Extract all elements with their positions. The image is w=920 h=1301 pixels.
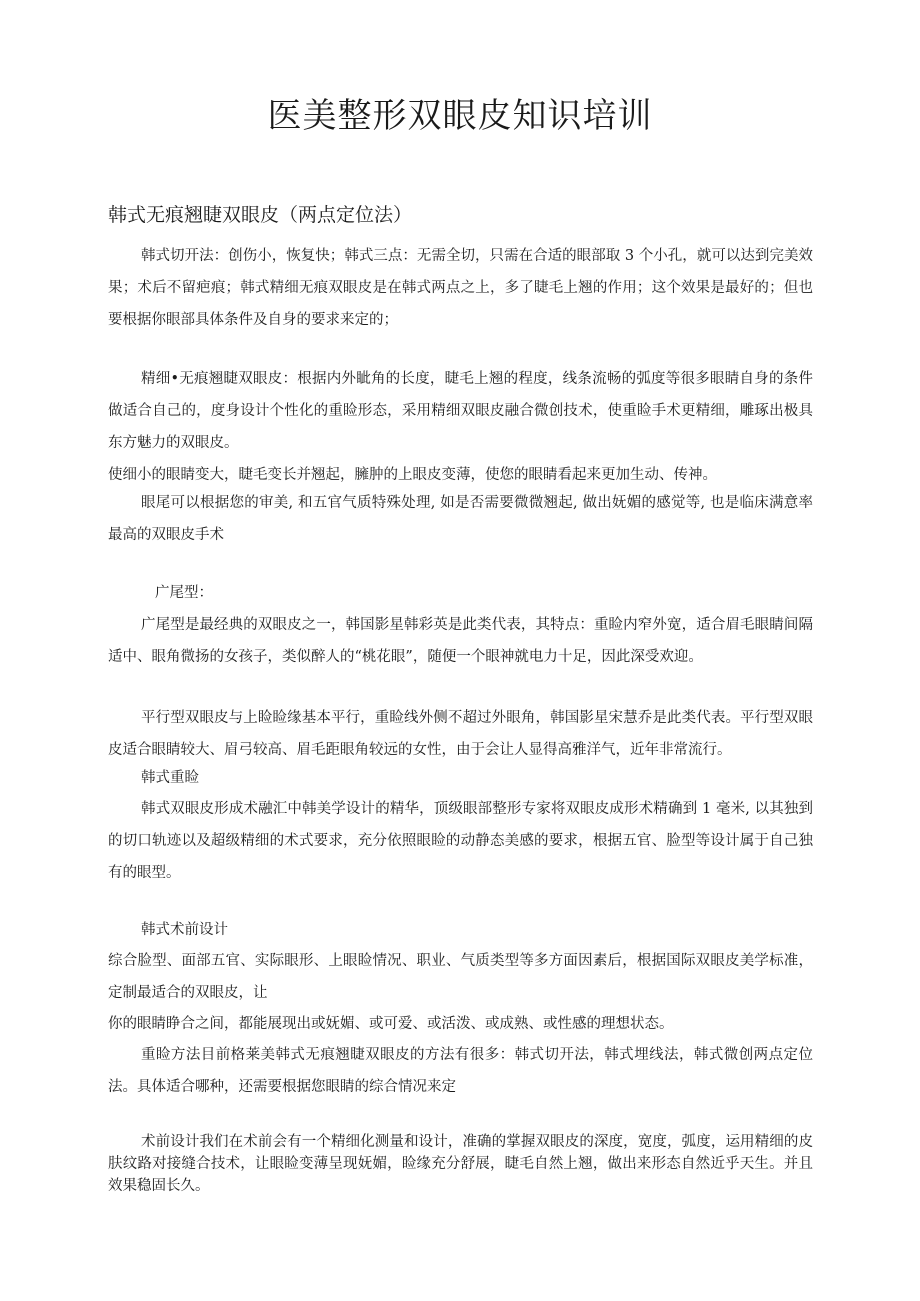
paragraph-ideal-state: 你的眼睛睁合之间，都能展现出或妩媚、或可爱、或活泼、或成熟、或性感的理想状态。 [108,1016,674,1032]
paragraph-methods: 重睑方法目前格莱美韩式无痕翘睫双眼皮的方法有很多：韩式切开法，韩式埋线法，韩式微创两点定位法。具体适合哪种，还需要根据您眼睛的综合情况来定 [108,1047,813,1095]
paragraph-fine-traceless: 精细•无痕翘睫双眼皮：根据内外眦角的长度，睫毛上翘的程度，线条流畅的弧度等很多眼睛自身的条件做适合自己的，度身设计个性化的重睑形态，采用精细双眼皮融合微创技术，使重睑手术更精细，雕琢出极具东方魅力的双眼皮。 [108,371,813,451]
document-title: 医美整形双眼皮知识培训 [267,96,653,136]
paragraph-korean-incision: 韩式切开法：创伤小，恢复快；韩式三点：无需全切，只需在合适的眼部取 3 个小孔，就可以达到完美效果；术后不留疤痕；韩式精细无痕双眼皮是在韩式两点之上，多了睫毛上翘的作用；这个效果是最好的；但也要根据你眼部具体条件及自身的要求来定的； [108,248,813,328]
section-heading: 韩式无痕翘睫双眼皮（两点定位法） [108,204,413,226]
paragraph-wide-tail: 广尾型是最经典的双眼皮之一，韩国影星韩彩英是此类代表，其特点：重睑内窄外宽，适合眉毛眼睛间隔适中、眼角微扬的女孩子，类似醉人的“桃花眼”，随便一个眼神就电力十足，因此深受欢迎。 [108,617,813,665]
paragraph-pre-op-design-heading: 韩式术前设计 [141,922,228,938]
paragraph-eyes-bigger: 使细小的眼睛变大，睫毛变长并翘起，臃肿的上眼皮变薄，使您的眼睛看起来更加生动、传神。 [108,467,717,483]
paragraph-korean-double-lid: 韩式双眼皮形成术融汇中韩美学设计的精华，顶级眼部整形专家将双眼皮成形术精确到 1 毫米, 以其独到的切口轨迹以及超级精细的术式要求，充分依照眼睑的动静态美感的要求，根据五官、脸型等设计属于自己独有的眼型。 [108,801,813,881]
paragraph-eye-tail: 眼尾可以根据您的审美, 和五官气质特殊处理, 如是否需要微微翘起, 做出妩媚的感觉等, 也是临床满意率最高的双眼皮手术 [108,495,813,543]
paragraph-parallel-type: 平行型双眼皮与上睑睑缘基本平行，重睑线外侧不超过外眼角，韩国影星宋慧乔是此类代表。平行型双眼皮适合眼睛较大、眉弓较高、眉毛距眼角较远的女性，由于会让人显得高雅洋气，近年非常流行。 [108,710,813,758]
paragraph-comprehensive-design: 综合脸型、面部五官、实际眼形、上眼睑情况、职业、气质类型等多方面因素后，根据国际双眼皮美学标准，定制最适合的双眼皮，让 [108,953,813,1001]
paragraph-wide-tail-heading: 广尾型： [155,585,213,601]
paragraph-pre-op-measurement: 术前设计我们在术前会有一个精细化测量和设计，准确的掌握双眼皮的深度，宽度，弧度，运用精细的皮肤纹路对接缝合技术，让眼睑变薄呈现妩媚，睑缘充分舒展，睫毛自然上翘，做出来形态自然近乎天生。并且效果稳固长久。 [108,1134,813,1194]
paragraph-korean-double-lid-heading: 韩式重睑 [141,770,199,786]
